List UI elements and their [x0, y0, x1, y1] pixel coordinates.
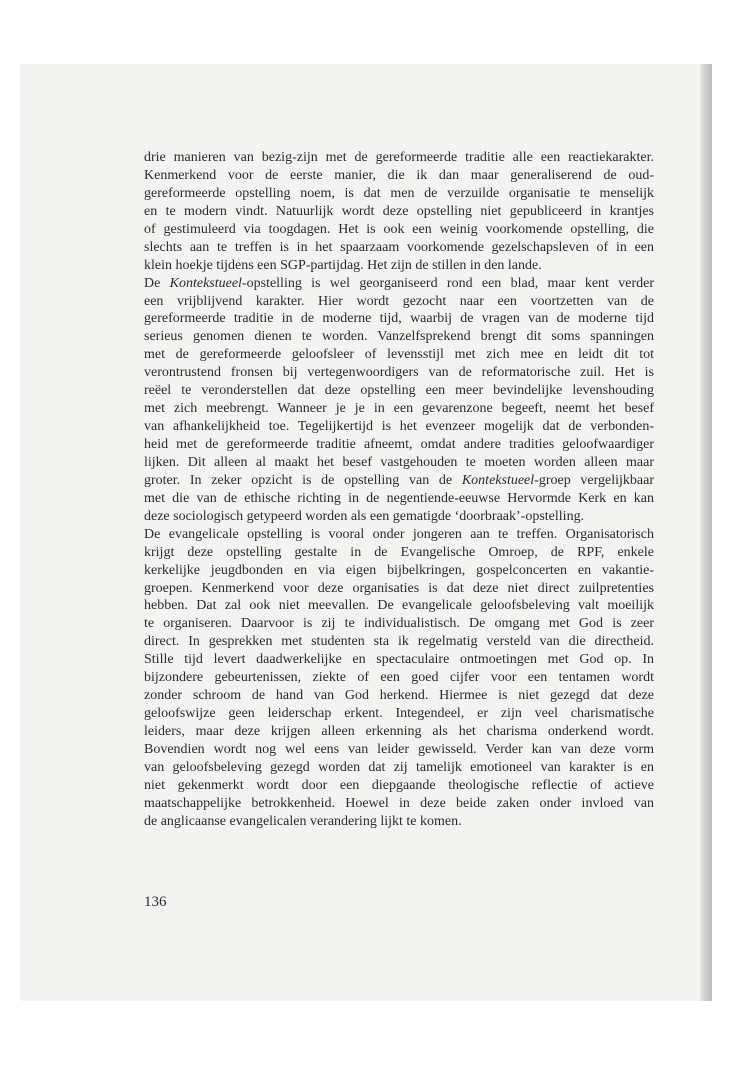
- text-line: lijken. Dit alleen al maakt het besef vastgehouden te moeten worden alleen maar: [144, 454, 654, 470]
- page-number: 136: [144, 894, 167, 910]
- text-line: Bovendien wordt nog wel eens van leider gewisseld. Verder kan van deze vorm: [144, 741, 654, 757]
- text-line: van geloofsbeleving gezegd worden dat zij tamelijk emotioneel van karakter is en: [144, 759, 654, 775]
- text-line: slechts aan te treffen is in het spaarzaam voorkomende gezelschapsleven of in een: [144, 239, 654, 255]
- page-edge-shadow: [700, 64, 712, 1001]
- text-line: verontrustend fronsen bij vertegenwoordigers van de reformatorische zuil. Het is: [144, 365, 654, 381]
- text-line: krijgt deze opstelling gestalte in de Evangelische Omroep, de RPF, enkele: [144, 544, 654, 560]
- text-line: heid met de gereformeerde traditie afneemt, omdat andere tradities geloofwaardiger: [144, 437, 654, 452]
- text-line: klein hoekje tijdens een SGP-partijdag. Het zijn de stillen in den lande.: [144, 257, 542, 273]
- text-line: de anglicaanse evangelicalen verandering lijkt te komen.: [144, 813, 462, 829]
- text-line: hebben. Dat zal ook niet meevallen. De evangelicale geloofsbeleving valt moeilijk: [144, 598, 654, 614]
- text-line: drie manieren van bezig-zijn met de gereformeerde traditie alle een reactiekarakter.: [144, 150, 654, 165]
- text-line: gereformeerde traditie in de moderne tijd, waarbij de vragen van de moderne tijd: [144, 311, 654, 327]
- text-line: kerkelijke jeugdbonden en via eigen bijbelkringen, gospelconcerten en vakantie-: [144, 562, 654, 578]
- body-text: [144, 149, 654, 831]
- text-line: Stille tijd levert daadwerkelijke en spectaculaire ontmoetingen met God op. In: [144, 652, 654, 668]
- text-line: met de gereformeerde geloofsleer of levensstijl met zich mee en leidt dit tot: [144, 347, 654, 363]
- text-line: een vrijblijvend karakter. Hier wordt gezocht naar een voortzetten van de: [144, 293, 654, 309]
- text-line: geloofswijze geen leiderschap erkent. Integendeel, er zijn veel charismatische: [144, 706, 654, 722]
- text-line: groter. In zeker opzicht is de opstelling van de Kontekstueel-groep vergelijkbaar: [144, 472, 654, 488]
- text-line: leiders, maar deze krijgen alleen erkenning als het charisma onderkend wordt.: [144, 724, 654, 739]
- text-line: maatschappelijke betrokkenheid. Hoewel in deze beide zaken onder invloed van: [144, 795, 654, 811]
- text-line: van afhankelijkheid toe. Tegelijkertijd is het evenzeer mogelijk dat de verbonden-: [144, 419, 654, 435]
- text-line: direct. In gesprekken met studenten sta ik regelmatig versteld van die directheid.: [144, 634, 654, 650]
- italic-term: Kontekstueel: [461, 472, 535, 488]
- text-line: serieus genomen dienen te worden. Vanzelfsprekend brengt dit soms spanningen: [144, 329, 654, 345]
- text-line: of gestimuleerd via toogdagen. Het is ook een weinig voorkomende opstelling, die: [144, 221, 654, 237]
- text-line: te organiseren. Daarvoor is zij te individualistisch. De omgang met God is zeer: [144, 616, 654, 632]
- text-line: reëel te veronderstellen dat deze opstelling een meer bevindelijke levenshouding: [144, 383, 654, 399]
- text-line: zonder schroom de hand van God herkend. Hiermee is niet gezegd dat deze: [144, 688, 654, 704]
- italic-term: Kontekstueel: [169, 275, 242, 291]
- text-line: De Kontekstueel-opstelling is wel georganiseerd rond een blad, maar kent verder: [144, 275, 654, 291]
- text-line: groepen. Kenmerkend voor deze organisaties is dat deze niet direct zuilpretenties: [144, 580, 654, 596]
- text-line: deze sociologisch getypeerd worden als een gematigde ‘doorbraak’-opstelling.: [144, 508, 585, 524]
- text-line: bijzondere gebeurtenissen, ziekte of een goed cijfer voor een tentamen wordt: [144, 670, 654, 686]
- text-line: met die van de ethische richting in de negentiende-eeuwse Hervormde Kerk en kan: [144, 490, 654, 506]
- text-line: met zich meebrengt. Wanneer je je in een gevarenzone begeeft, neemt het besef: [144, 401, 654, 417]
- text-line: gereformeerde opstelling noem, is dat men de verzuilde organisatie te menselijk: [144, 185, 654, 201]
- text-line: Kenmerkend voor de eerste manier, die ik dan maar generaliserend de oud-: [144, 167, 654, 183]
- text-line: De evangelicale opstelling is vooral onder jongeren aan te treffen. Organisatorisch: [144, 526, 654, 542]
- text-line: niet gekenmerkt wordt door een diepgaande theologische reflectie of actieve: [144, 777, 654, 793]
- text-line: en te modern vindt. Natuurlijk wordt deze opstelling niet gepubliceerd in krantjes: [144, 203, 654, 219]
